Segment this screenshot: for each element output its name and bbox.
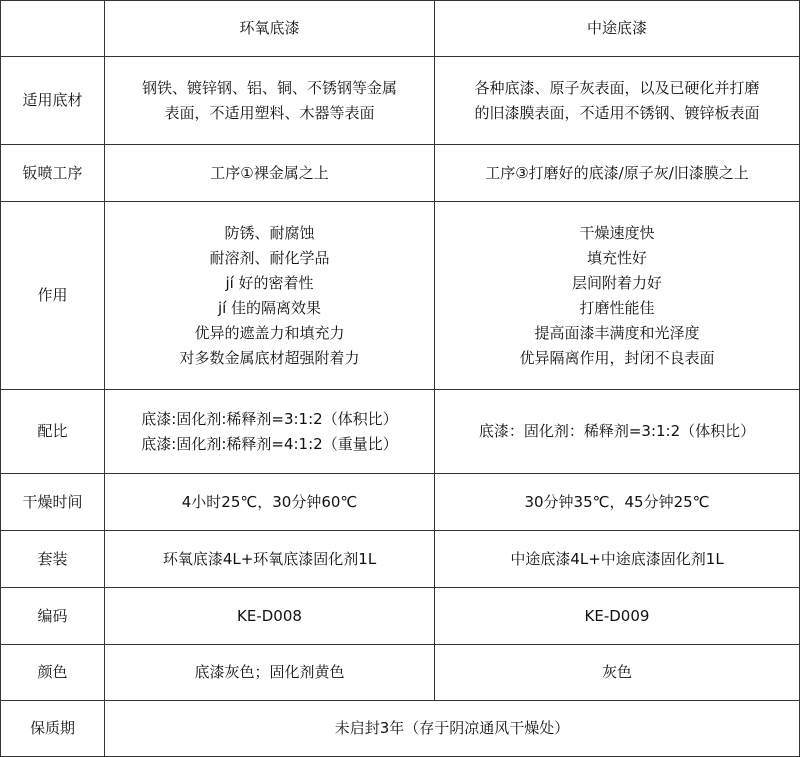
cell-text-line: 优异的遮盖力和填充力 xyxy=(194,323,345,342)
intermediate-primer-cell xyxy=(435,202,800,390)
row-function xyxy=(1,202,800,390)
row-kit xyxy=(1,531,800,588)
cell-text-line: 30分钟35℃，45分钟25℃ xyxy=(524,492,710,511)
epoxy-primer-cell xyxy=(105,202,435,390)
row-label: 适用底材 xyxy=(1,57,105,145)
header-epoxy-primer: 环氧底漆 xyxy=(105,1,435,57)
cell-text-line: 钢铁、镀锌钢、铝、铜、不锈钢等金属 xyxy=(141,78,397,97)
row-label: 钣喷工序 xyxy=(1,145,105,202)
cell-text-line: 工序③打磨好的底漆/原子灰/旧漆膜之上 xyxy=(485,163,749,182)
cell-text-line: 填充性好 xyxy=(586,248,647,267)
intermediate-primer-cell xyxy=(435,645,800,701)
spec-table-body xyxy=(1,1,800,757)
epoxy-primer-cell xyxy=(105,588,435,645)
header-empty-cell xyxy=(1,1,105,57)
cell-text-line: 灰色 xyxy=(601,663,632,681)
cell-text-line: 层间附着力好 xyxy=(571,273,662,292)
cell-text-line: 环氧底漆4L+环氧底漆固化剂1L xyxy=(162,549,377,568)
cell-text-line: KE-D009 xyxy=(584,606,650,625)
shelf-life-value: 未启封3年（存于阴凉通风干燥处） xyxy=(105,701,800,757)
intermediate-primer-cell xyxy=(435,588,800,645)
intermediate-primer-cell xyxy=(435,390,800,474)
epoxy-primer-cell xyxy=(105,57,435,145)
row-label: 套装 xyxy=(1,531,105,588)
cell-text-line: 工序①裸金属之上 xyxy=(210,163,329,182)
cell-text-line: 干燥速度快 xyxy=(579,223,655,242)
intermediate-primer-cell xyxy=(435,145,800,202)
cell-text-line: 优异隔离作用，封闭不良表面 xyxy=(519,348,715,367)
row-label: 编码 xyxy=(1,588,105,645)
cell-text-line: 表面，不适用塑料、木器等表面 xyxy=(164,103,375,122)
row-code xyxy=(1,588,800,645)
epoxy-primer-cell xyxy=(105,531,435,588)
cell-text-line: 4小时25℃，30分钟60℃ xyxy=(181,492,358,511)
row-label: 颜色 xyxy=(1,645,105,701)
cell-text-line: 打磨性能佳 xyxy=(579,298,655,317)
cell-text-line: jí 好的密着性 xyxy=(225,273,314,292)
cell-text-line: jí 佳的隔离效果 xyxy=(217,298,322,317)
cell-text-line: 防锈、耐腐蚀 xyxy=(224,223,315,242)
cell-text-line: 对多数金属底材超强附着力 xyxy=(179,348,360,367)
cell-text-line: 中途底漆4L+中途底漆固化剂1L xyxy=(510,549,724,568)
intermediate-primer-cell xyxy=(435,57,800,145)
row-ratio xyxy=(1,390,800,474)
epoxy-primer-cell xyxy=(105,145,435,202)
cell-text-line: 底漆:固化剂:稀释剂=3:1:2（体积比） xyxy=(141,409,398,428)
row-substrate xyxy=(1,57,800,145)
row-shelf-life xyxy=(1,701,800,757)
cell-text-line: 底漆:固化剂:稀释剂=4:1:2（重量比） xyxy=(141,434,398,453)
header-intermediate-primer: 中途底漆 xyxy=(435,1,800,57)
header-row xyxy=(1,1,800,57)
cell-text-line: KE-D008 xyxy=(237,606,302,625)
cell-text-line: 各种底漆、原子灰表面，以及已硬化并打磨 xyxy=(474,78,760,97)
row-label: 保质期 xyxy=(1,701,105,757)
cell-text-line: 提高面漆丰满度和光泽度 xyxy=(534,323,700,342)
row-process xyxy=(1,145,800,202)
row-color xyxy=(1,645,800,701)
intermediate-primer-cell xyxy=(435,474,800,531)
epoxy-primer-cell xyxy=(105,645,435,701)
epoxy-primer-cell xyxy=(105,390,435,474)
row-drying-time xyxy=(1,474,800,531)
row-label: 作用 xyxy=(1,202,105,390)
cell-text-line: 底漆灰色；固化剂黄色 xyxy=(194,663,345,681)
cell-text-line: 底漆：固化剂：稀释剂=3:1:2（体积比） xyxy=(478,422,756,440)
cell-text-line: 耐溶剂、耐化学品 xyxy=(209,248,330,267)
row-label: 干燥时间 xyxy=(1,474,105,531)
intermediate-primer-cell xyxy=(435,531,800,588)
epoxy-primer-cell xyxy=(105,474,435,531)
row-label: 配比 xyxy=(1,390,105,474)
cell-text-line: 的旧漆膜表面，不适用不锈钢、镀锌板表面 xyxy=(474,103,760,122)
